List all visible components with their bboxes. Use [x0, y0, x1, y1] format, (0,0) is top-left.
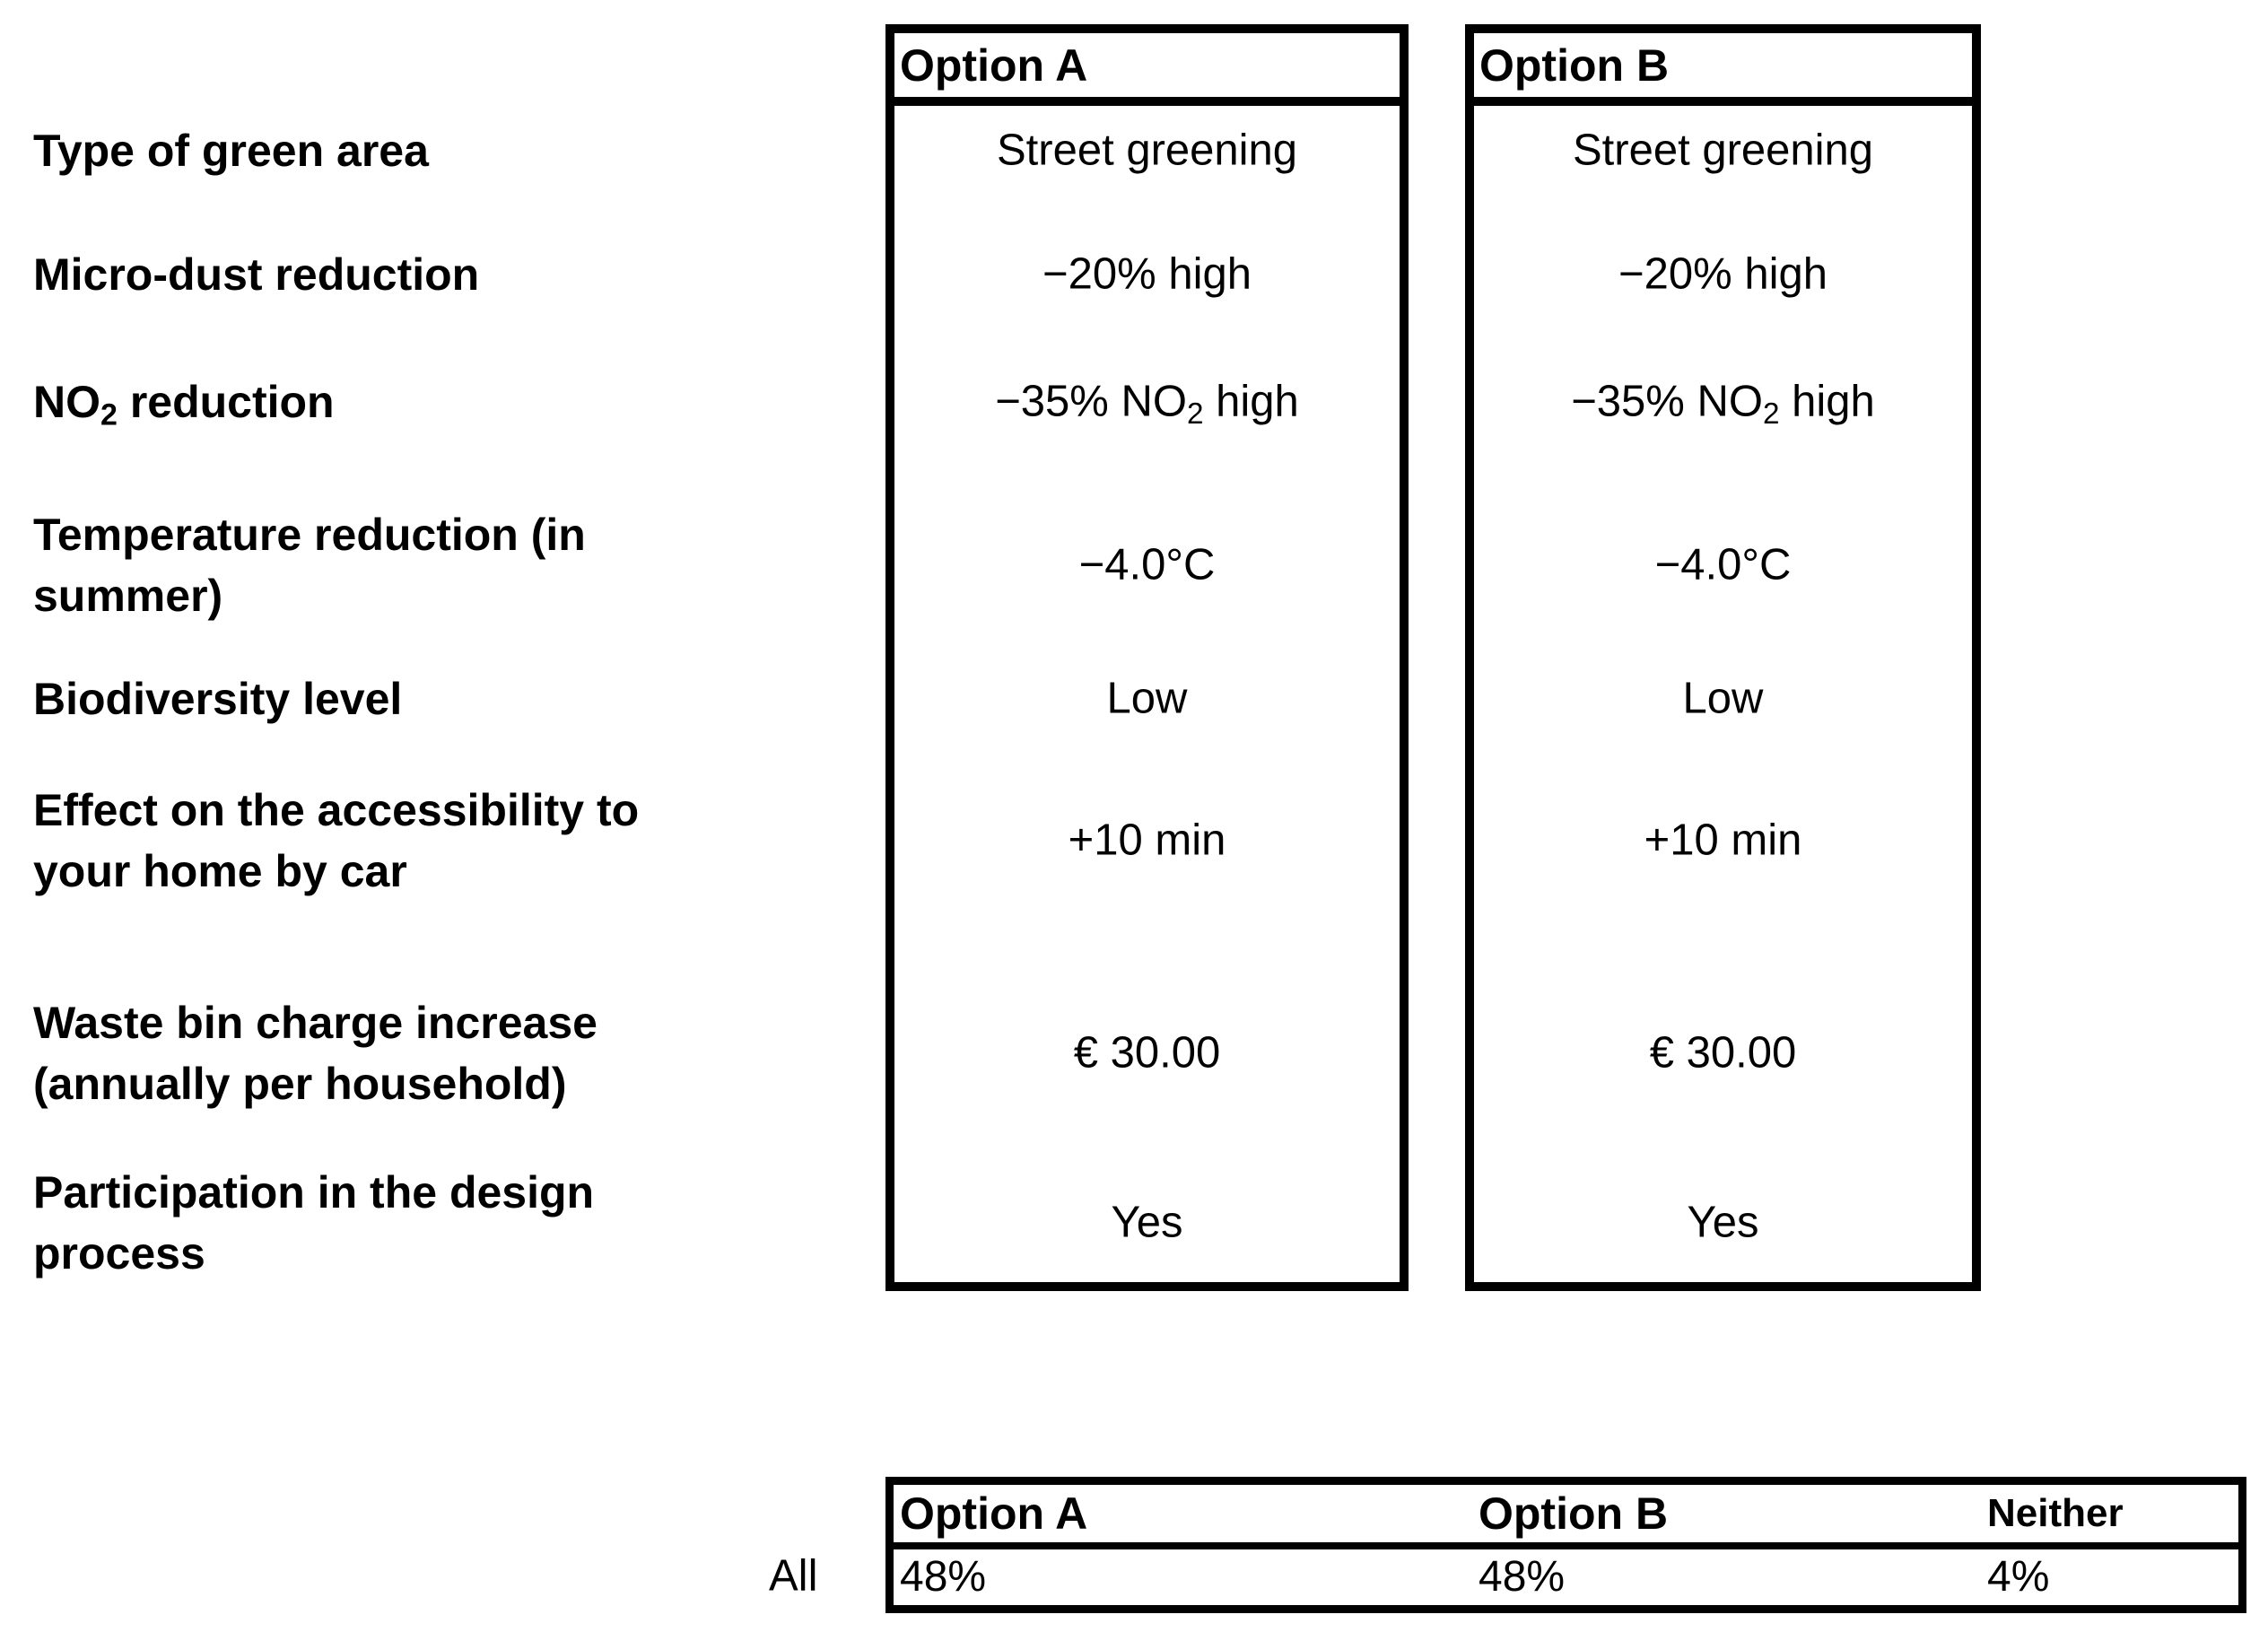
option-a-accessibility: +10 min	[1068, 816, 1226, 865]
summary-header-row	[894, 1485, 2238, 1549]
participation-label-line2: process	[33, 1228, 205, 1279]
attribute-label-biodiversity: Biodiversity level	[33, 674, 403, 724]
option-a-no2-sub: 2	[1187, 397, 1204, 431]
summary-header-option-a: Option A	[900, 1488, 1088, 1539]
attribute-label-no2	[33, 371, 751, 432]
attribute-label-micro-dust: Micro-dust reduction	[33, 249, 480, 300]
option-a-waste-charge: € 30.00	[1073, 1028, 1221, 1078]
waste-label-line1: Waste bin charge increase	[33, 998, 598, 1048]
option-b-no2-sub: 2	[1763, 397, 1780, 431]
no2-label-main: NO	[33, 377, 100, 427]
option-b-title: Option B	[1479, 39, 1670, 91]
waste-label-line2: (annually per household)	[33, 1059, 567, 1109]
summary-value-option-a: 48%	[900, 1553, 987, 1601]
option-b-temperature: −4.0°C	[1654, 540, 1792, 589]
summary-value-row	[894, 1549, 2238, 1605]
option-a-temperature: −4.0°C	[1078, 540, 1216, 589]
option-b-no2-pre: −35% NO	[1571, 377, 1763, 426]
option-b-participation: Yes	[1687, 1198, 1759, 1247]
option-a-participation: Yes	[1111, 1198, 1183, 1247]
option-b-accessibility: +10 min	[1644, 816, 1802, 865]
option-b-no2-post: high	[1779, 377, 1875, 426]
option-a-no2	[894, 377, 1400, 431]
attribute-label-waste-bin-charge	[33, 992, 751, 1114]
option-b-waste-charge: € 30.00	[1649, 1028, 1797, 1078]
option-b-card[interactable]	[1465, 24, 1981, 1291]
no2-label-subscript: 2	[100, 397, 118, 432]
attribute-label-accessibility	[33, 780, 751, 902]
attribute-label-temperature	[33, 504, 751, 626]
summary-header-neither: Neither	[1987, 1491, 2124, 1535]
option-a-no2-post: high	[1203, 377, 1299, 426]
no2-label-rest: reduction	[117, 377, 335, 427]
option-a-green-area-type: Street greening	[996, 126, 1298, 175]
option-b-micro-dust: −20% high	[1618, 249, 1827, 299]
temperature-label-line1: Temperature reduction (in	[33, 510, 586, 560]
option-a-biodiversity: Low	[1106, 674, 1188, 723]
participation-label-line1: Participation in the design	[33, 1167, 595, 1217]
option-a-header	[894, 33, 1400, 106]
option-b-green-area-type: Street greening	[1572, 126, 1874, 175]
option-a-no2-pre: −35% NO	[995, 377, 1187, 426]
accessibility-label-line2: your home by car	[33, 846, 407, 896]
summary-value-option-b: 48%	[1479, 1553, 1566, 1601]
summary-table	[885, 1477, 2246, 1613]
option-b-header	[1474, 33, 1972, 106]
option-a-micro-dust: −20% high	[1042, 249, 1252, 299]
option-a-card[interactable]	[885, 24, 1409, 1291]
attribute-label-green-area-type: Type of green area	[33, 126, 429, 176]
attribute-label-participation	[33, 1162, 751, 1284]
summary-header-option-b: Option B	[1479, 1488, 1669, 1539]
summary-row-label: All	[769, 1551, 818, 1601]
option-b-biodiversity: Low	[1682, 674, 1764, 723]
temperature-label-line2: summer)	[33, 571, 223, 621]
option-b-no2	[1474, 377, 1972, 431]
option-a-title: Option A	[900, 39, 1088, 91]
accessibility-label-line1: Effect on the accessibility to	[33, 785, 640, 835]
summary-value-neither: 4%	[1987, 1553, 2050, 1601]
